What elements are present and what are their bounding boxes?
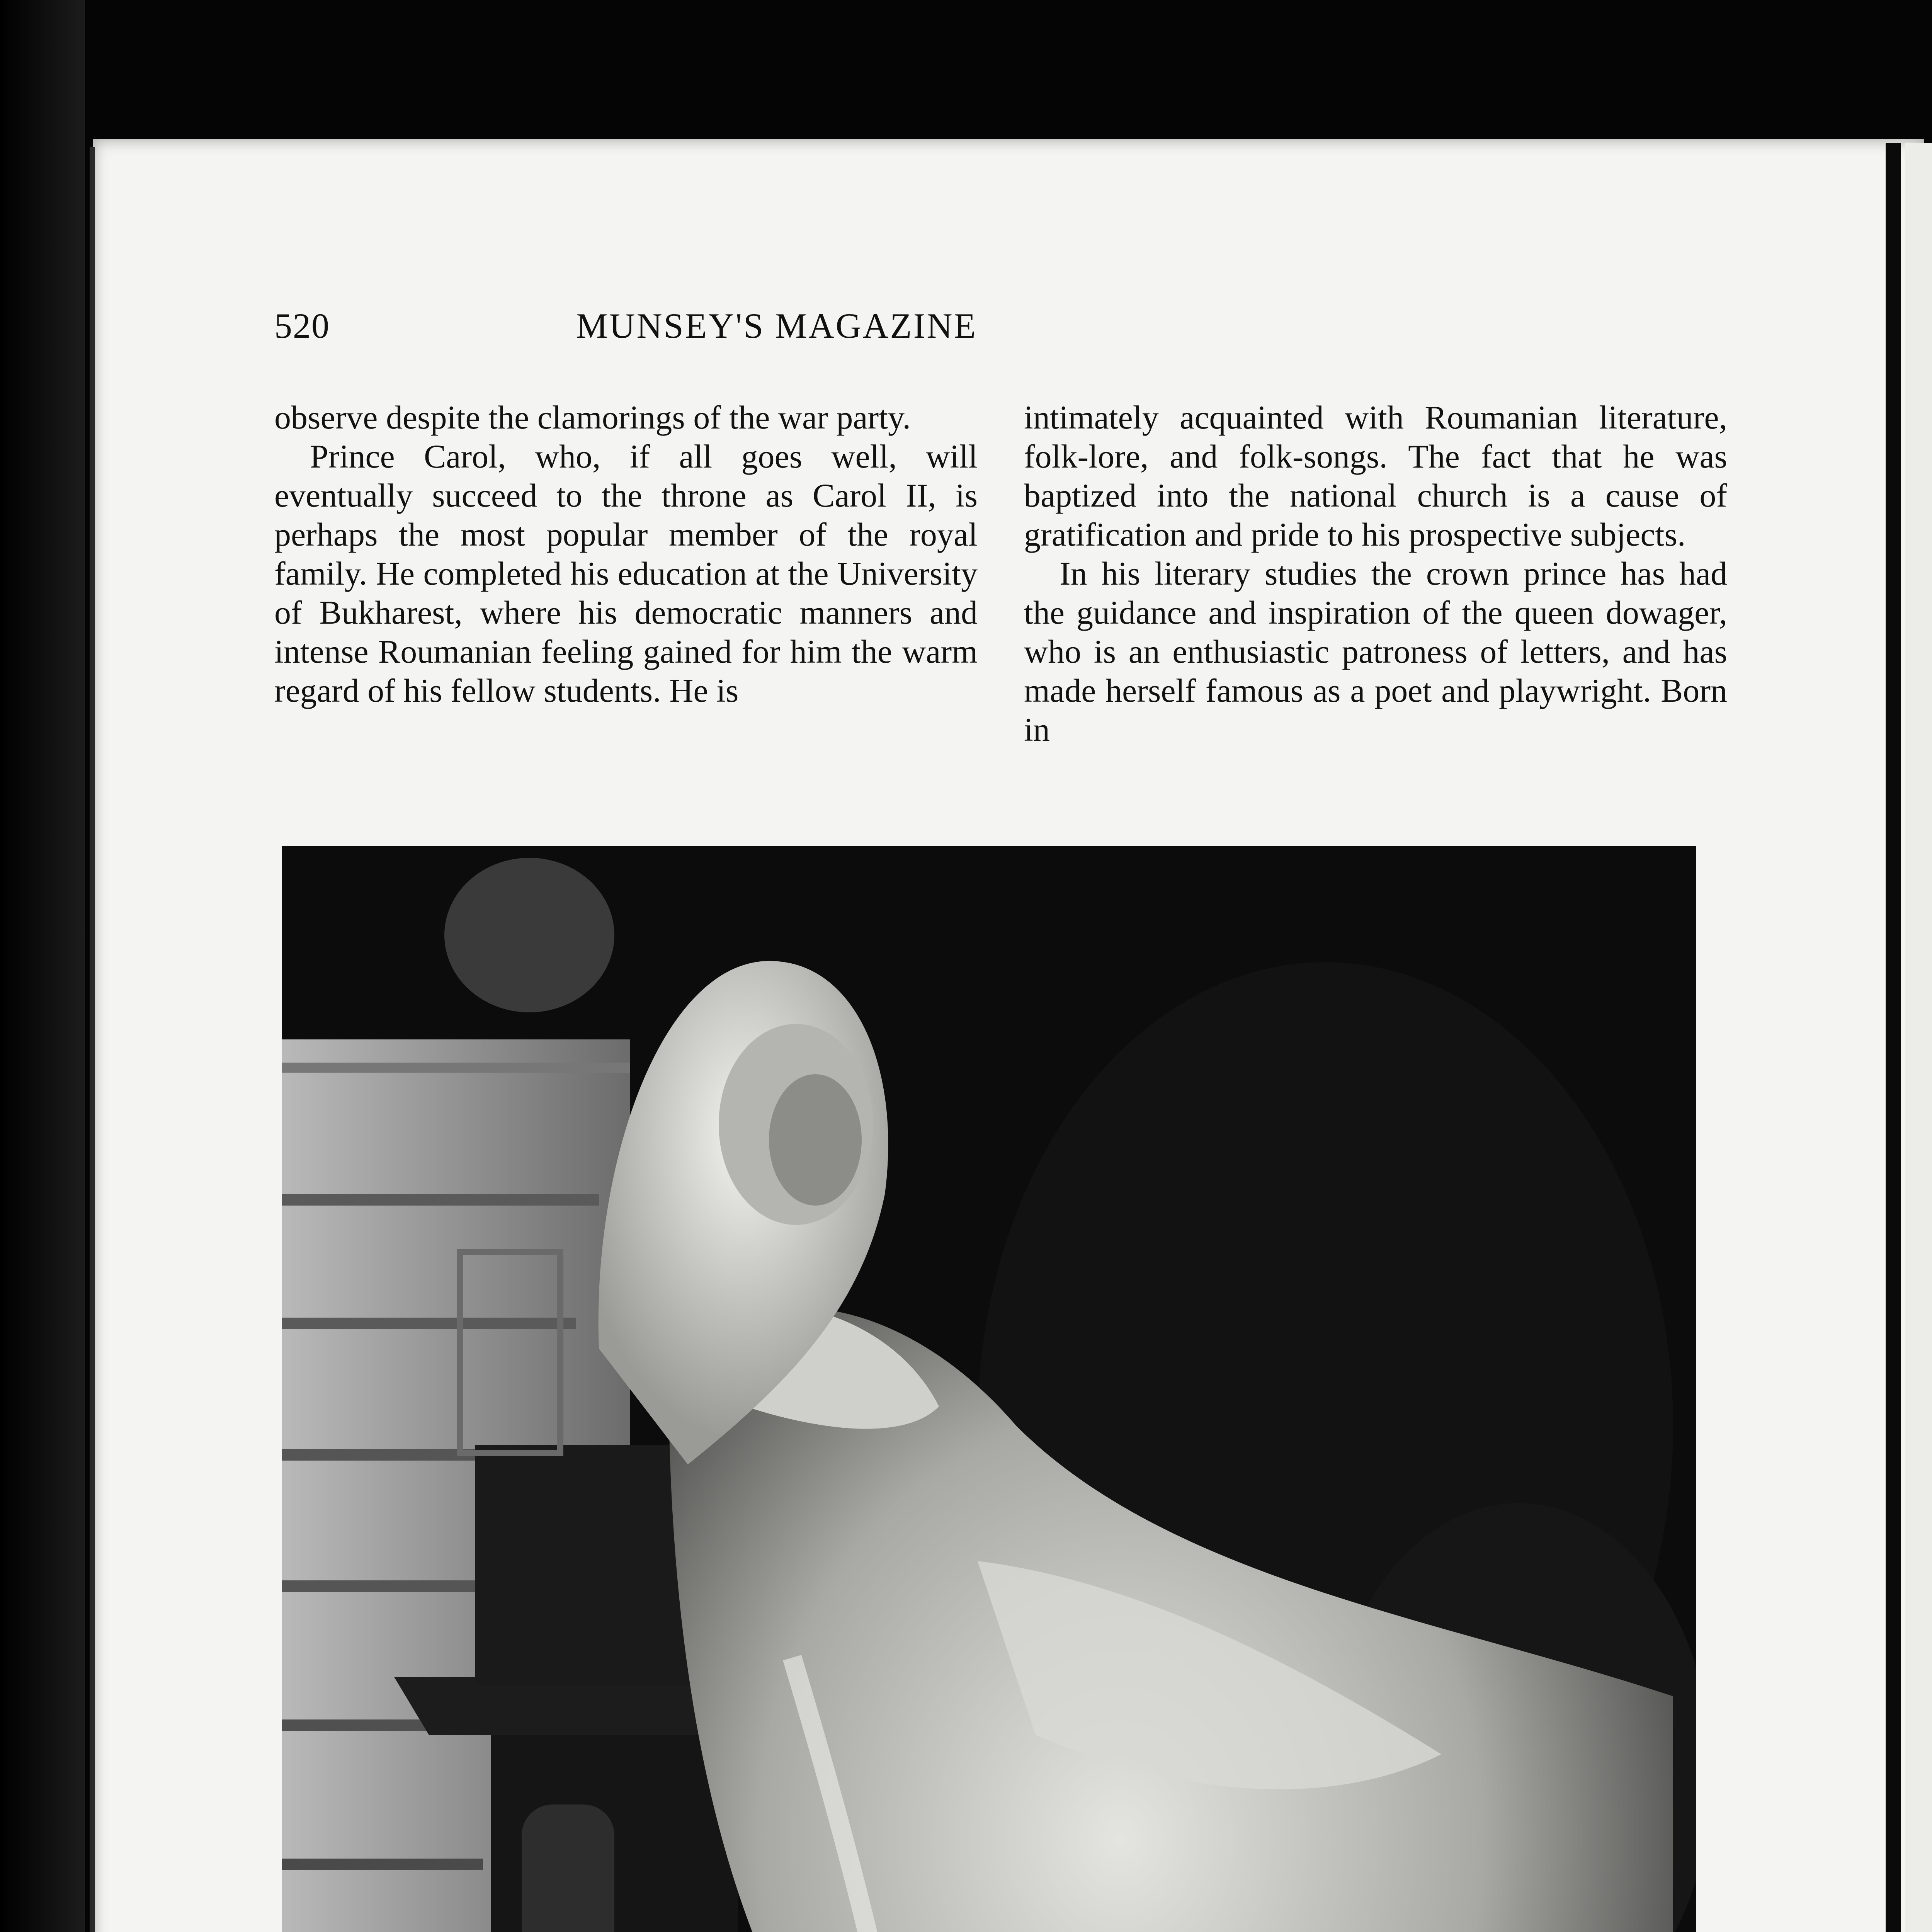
portrait-photograph bbox=[282, 846, 1696, 1932]
left-text-column bbox=[274, 398, 978, 710]
scan-dark-edge bbox=[0, 0, 85, 1932]
magazine-title: MUNSEY'S MAGAZINE bbox=[576, 306, 977, 345]
page-gutter bbox=[90, 147, 95, 1932]
paragraph: observe despite the clamorings of the war party. bbox=[274, 399, 911, 436]
facing-page-edge bbox=[1905, 143, 1932, 1932]
page-fold-shadow bbox=[1886, 143, 1901, 1932]
running-head bbox=[274, 305, 1233, 359]
paragraph: Prince Carol, who, if all goes well, will eventually succeed to the throne as Carol II, is perhaps the most popular member of the royal family. He completed his education at the University of Bukharest, where his democratic manners and intense Roumanian feeling gained for him the warm regard of his fellow students. He is bbox=[274, 438, 978, 709]
right-text-column bbox=[1024, 398, 1727, 749]
paragraph: In his literary studies the crown prince has had the guidance and inspiration of the queen dowager, who is an enthusiastic patroness of letters, and has made herself famous as a poet and playwright. Born in bbox=[1024, 555, 1727, 748]
paragraph: intimately acquainted with Roumanian literature, folk-lore, and folk-songs. The fact that he was baptized into the national church is a cause of gratification and pride to his prospective subjects. bbox=[1024, 399, 1727, 553]
page-number: 520 bbox=[274, 306, 330, 345]
